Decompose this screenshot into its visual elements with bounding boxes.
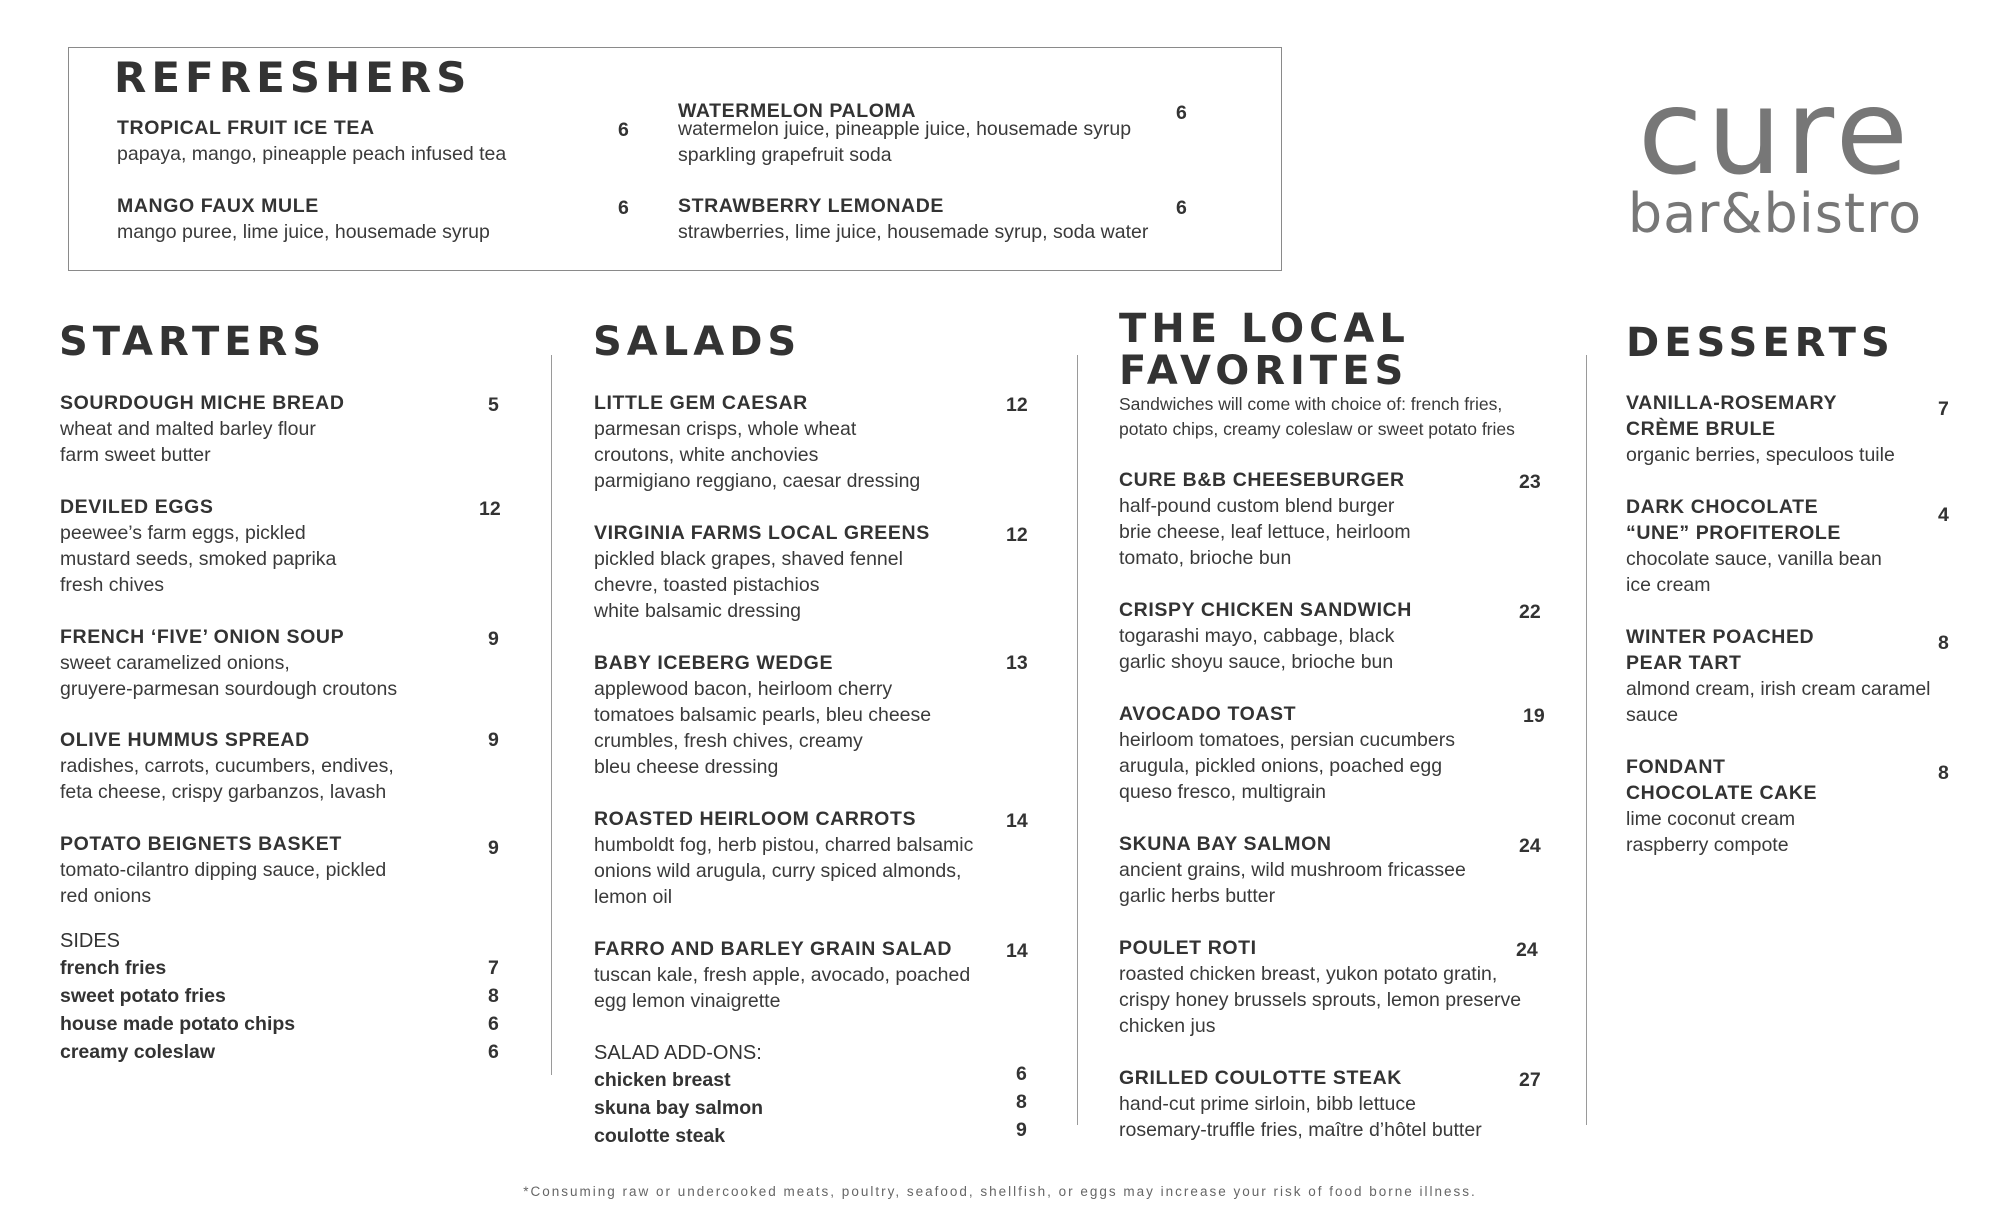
item-name: CURE B&B CHEESEBURGER — [1119, 469, 1405, 491]
dessert-item — [1626, 624, 1931, 728]
item-desc: ancient grains, wild mushroom fricassee — [1119, 859, 1466, 881]
side-row — [60, 1038, 500, 1066]
item-desc: peewee’s farm eggs, pickled — [60, 522, 306, 544]
side-row — [60, 1010, 500, 1038]
refresher-item-watermelon — [678, 100, 1131, 168]
divider — [551, 355, 552, 1075]
desserts-title: DESSERTS — [1626, 320, 1895, 366]
item-name: VIRGINIA FARMS LOCAL GREENS — [594, 522, 930, 544]
item-price: 9 — [488, 729, 499, 751]
item-price: 27 — [1519, 1069, 1541, 1091]
item-desc: tomatoes balsamic pearls, bleu cheese — [594, 704, 932, 726]
item-desc: chevre, toasted pistachios — [594, 574, 820, 596]
item-desc: sweet caramelized onions, — [60, 652, 290, 674]
item-name: AVOCADO TOAST — [1119, 703, 1297, 725]
item-name: WINTER POACHED — [1626, 626, 1815, 648]
addon-row — [594, 1119, 1034, 1150]
starters-title: STARTERS — [59, 319, 327, 365]
item-price: 6 — [1176, 102, 1187, 124]
item-name: POULET ROTI — [1119, 937, 1257, 959]
note-line: potato chips, creamy coleslaw or sweet potato fries — [1119, 419, 1515, 439]
salad-item — [594, 650, 931, 780]
item-desc: radishes, carrots, cucumbers, endives, — [60, 755, 394, 777]
starter-item — [60, 390, 345, 468]
salads-title: SALADS — [593, 319, 802, 365]
item-name: VANILLA-ROSEMARY — [1626, 392, 1838, 414]
starter-item — [60, 831, 386, 909]
item-name: BABY ICEBERG WEDGE — [594, 652, 834, 674]
item-name: WATERMELON PALOMA — [678, 100, 917, 122]
item-price: 8 — [1938, 762, 1949, 784]
starter-item — [60, 624, 397, 702]
side-row — [60, 954, 500, 982]
item-desc: tuscan kale, fresh apple, avocado, poached — [594, 964, 971, 986]
item-desc: strawberries, lime juice, housemade syrup, soda water — [678, 221, 1149, 243]
local-note — [1119, 392, 1515, 442]
item-desc: crumbles, fresh chives, creamy — [594, 730, 863, 752]
item-desc: humboldt fog, herb pistou, charred balsamic — [594, 834, 974, 856]
item-desc: sparkling grapefruit soda — [678, 144, 892, 166]
item-price: 14 — [1006, 810, 1028, 832]
item-name: “UNE” PROFITEROLE — [1626, 522, 1841, 544]
logo — [1585, 63, 1965, 245]
item-desc: parmigiano reggiano, caesar dressing — [594, 470, 921, 492]
side-price: 6 — [488, 1041, 499, 1063]
dessert-item — [1626, 390, 1895, 468]
item-price: 12 — [1006, 394, 1028, 416]
side-name: house made potato chips — [60, 1013, 296, 1035]
item-desc: rosemary-truffle fries, maître d’hôtel butter — [1119, 1119, 1482, 1141]
item-desc: lemon oil — [594, 886, 673, 908]
item-desc: farm sweet butter — [60, 444, 211, 466]
note-line: Sandwiches will come with choice of: french fries, — [1119, 394, 1503, 414]
item-desc: half-pound custom blend burger — [1119, 495, 1395, 517]
item-desc: onions wild arugula, curry spiced almonds, — [594, 860, 962, 882]
refresher-item-mango — [117, 193, 490, 245]
item-desc: bleu cheese dressing — [594, 756, 779, 778]
item-desc: tomato-cilantro dipping sauce, pickled — [60, 859, 387, 881]
item-name: ROASTED HEIRLOOM CARROTS — [594, 808, 917, 830]
addons-title: SALAD ADD-ONS: — [594, 1042, 762, 1064]
item-price: 5 — [488, 394, 499, 416]
side-price: 6 — [488, 1013, 499, 1035]
item-name: CHOCOLATE CAKE — [1626, 782, 1818, 804]
salad-item — [594, 806, 973, 910]
item-price: 12 — [479, 498, 501, 520]
item-desc: arugula, pickled onions, poached egg — [1119, 755, 1443, 777]
item-desc: garlic herbs butter — [1119, 885, 1276, 907]
item-desc: raspberry compote — [1626, 834, 1789, 856]
local-item — [1119, 701, 1455, 805]
item-name: TROPICAL FRUIT ICE TEA — [117, 117, 375, 139]
item-price: 6 — [1176, 197, 1187, 219]
item-desc: roasted chicken breast, yukon potato gratin, — [1119, 963, 1498, 985]
side-name: french fries — [60, 957, 167, 979]
addon-row — [594, 1063, 1034, 1094]
item-desc: white balsamic dressing — [594, 600, 802, 622]
item-desc: garlic shoyu sauce, brioche bun — [1119, 651, 1394, 673]
local-item — [1119, 1065, 1482, 1143]
side-price: 7 — [488, 957, 499, 979]
item-name: MANGO FAUX MULE — [117, 195, 319, 217]
item-name: STRAWBERRY LEMONADE — [678, 195, 944, 217]
side-price: 8 — [488, 985, 499, 1007]
item-desc: sauce — [1626, 704, 1679, 726]
item-name: LITTLE GEM CAESAR — [594, 392, 808, 414]
logo-sub: bar&bistro — [1627, 182, 1923, 245]
local-title-line: THE LOCAL — [1119, 306, 1410, 352]
item-price: 19 — [1523, 705, 1545, 727]
item-desc: mustard seeds, smoked paprika — [60, 548, 337, 570]
item-price: 24 — [1516, 939, 1538, 961]
item-price: 22 — [1519, 601, 1541, 623]
item-desc: brie cheese, leaf lettuce, heirloom — [1119, 521, 1411, 543]
local-item — [1119, 467, 1411, 571]
item-desc: papaya, mango, pineapple peach infused tea — [117, 143, 507, 165]
item-price: 23 — [1519, 471, 1541, 493]
addon-price: 8 — [1016, 1091, 1027, 1113]
addon-name: chicken breast — [594, 1069, 731, 1091]
item-desc: organic berries, speculoos tuile — [1626, 444, 1895, 466]
dessert-item — [1626, 494, 1882, 598]
item-name: FRENCH ‘FIVE’ ONION SOUP — [60, 626, 345, 648]
item-price: 4 — [1938, 504, 1949, 526]
item-desc: hand-cut prime sirloin, bibb lettuce — [1119, 1093, 1416, 1115]
item-name: DARK CHOCOLATE — [1626, 496, 1819, 518]
item-desc: togarashi mayo, cabbage, black — [1119, 625, 1395, 647]
refresher-item-lemonade — [678, 193, 1148, 245]
item-desc: almond cream, irish cream caramel — [1626, 678, 1931, 700]
addon-name: skuna bay salmon — [594, 1097, 764, 1119]
item-desc: wheat and malted barley flour — [60, 418, 316, 440]
item-name: CRISPY CHICKEN SANDWICH — [1119, 599, 1412, 621]
sides-title: SIDES — [60, 930, 121, 952]
item-price: 9 — [488, 628, 499, 650]
refreshers-title: REFRESHERS — [114, 53, 472, 102]
item-price: 13 — [1006, 652, 1028, 674]
item-name: SOURDOUGH MICHE BREAD — [60, 392, 345, 414]
item-desc: chicken jus — [1119, 1015, 1216, 1037]
local-title-line: FAVORITES — [1119, 348, 1409, 394]
item-name: OLIVE HUMMUS SPREAD — [60, 729, 310, 751]
item-desc: applewood bacon, heirloom cherry — [594, 678, 893, 700]
side-name: creamy coleslaw — [60, 1041, 216, 1063]
item-price: 8 — [1938, 632, 1949, 654]
side-name: sweet potato fries — [60, 985, 226, 1007]
item-name: FARRO AND BARLEY GRAIN SALAD — [594, 938, 953, 960]
item-name: DEVILED EGGS — [60, 496, 214, 518]
item-price: 6 — [618, 197, 629, 219]
item-name: FONDANT — [1626, 756, 1726, 778]
item-price: 6 — [618, 119, 629, 141]
addon-row — [594, 1091, 1034, 1122]
starter-item — [60, 494, 336, 598]
side-row — [60, 982, 500, 1010]
item-desc: egg lemon vinaigrette — [594, 990, 781, 1012]
item-desc: pickled black grapes, shaved fennel — [594, 548, 903, 570]
dessert-item — [1626, 754, 1817, 858]
salad-item — [594, 936, 970, 1014]
salad-addons — [594, 1040, 1034, 1150]
starter-item — [60, 727, 394, 805]
item-desc: ice cream — [1626, 574, 1711, 596]
local-title — [1119, 308, 1410, 392]
refresher-item-tropical — [117, 115, 506, 167]
item-desc: lime coconut cream — [1626, 808, 1796, 830]
item-name: SKUNA BAY SALMON — [1119, 833, 1332, 855]
item-desc: red onions — [60, 885, 152, 907]
item-price: 14 — [1006, 940, 1028, 962]
item-desc: heirloom tomatoes, persian cucumbers — [1119, 729, 1455, 751]
local-item — [1119, 935, 1521, 1039]
item-desc: watermelon juice, pineapple juice, housemade syrup — [678, 118, 1132, 140]
item-desc: feta cheese, crispy garbanzos, lavash — [60, 781, 387, 803]
item-desc: tomato, brioche bun — [1119, 547, 1292, 569]
footer-disclaimer: *Consuming raw or undercooked meats, poultry, seafood, shellfish, or eggs may increase your risk of food borne illness. — [523, 1184, 1477, 1199]
salad-item — [594, 520, 930, 624]
item-desc: crispy honey brussels sprouts, lemon preserve — [1119, 989, 1522, 1011]
item-desc: queso fresco, multigrain — [1119, 781, 1327, 803]
item-desc: fresh chives — [60, 574, 165, 596]
item-price: 7 — [1938, 398, 1949, 420]
addon-name: coulotte steak — [594, 1125, 726, 1147]
local-item — [1119, 831, 1466, 909]
item-desc: parmesan crisps, whole wheat — [594, 418, 857, 440]
item-desc: croutons, white anchovies — [594, 444, 819, 466]
sides-section — [60, 928, 500, 1066]
divider — [1077, 355, 1078, 1125]
item-price: 24 — [1519, 835, 1541, 857]
item-name: CRÈME BRULE — [1626, 418, 1776, 440]
divider — [1586, 355, 1587, 1125]
item-price: 9 — [488, 837, 499, 859]
salad-item — [594, 390, 920, 494]
item-desc: chocolate sauce, vanilla bean — [1626, 548, 1882, 570]
item-name: GRILLED COULOTTE STEAK — [1119, 1067, 1402, 1089]
addon-price: 9 — [1016, 1119, 1027, 1141]
item-desc: gruyere-parmesan sourdough croutons — [60, 678, 398, 700]
addon-price: 6 — [1016, 1063, 1027, 1085]
item-name: POTATO BEIGNETS BASKET — [60, 833, 342, 855]
local-item — [1119, 597, 1412, 675]
item-price: 12 — [1006, 524, 1028, 546]
item-name: PEAR TART — [1626, 652, 1742, 674]
logo-word: cure — [1637, 63, 1913, 201]
item-desc: mango puree, lime juice, housemade syrup — [117, 221, 490, 243]
